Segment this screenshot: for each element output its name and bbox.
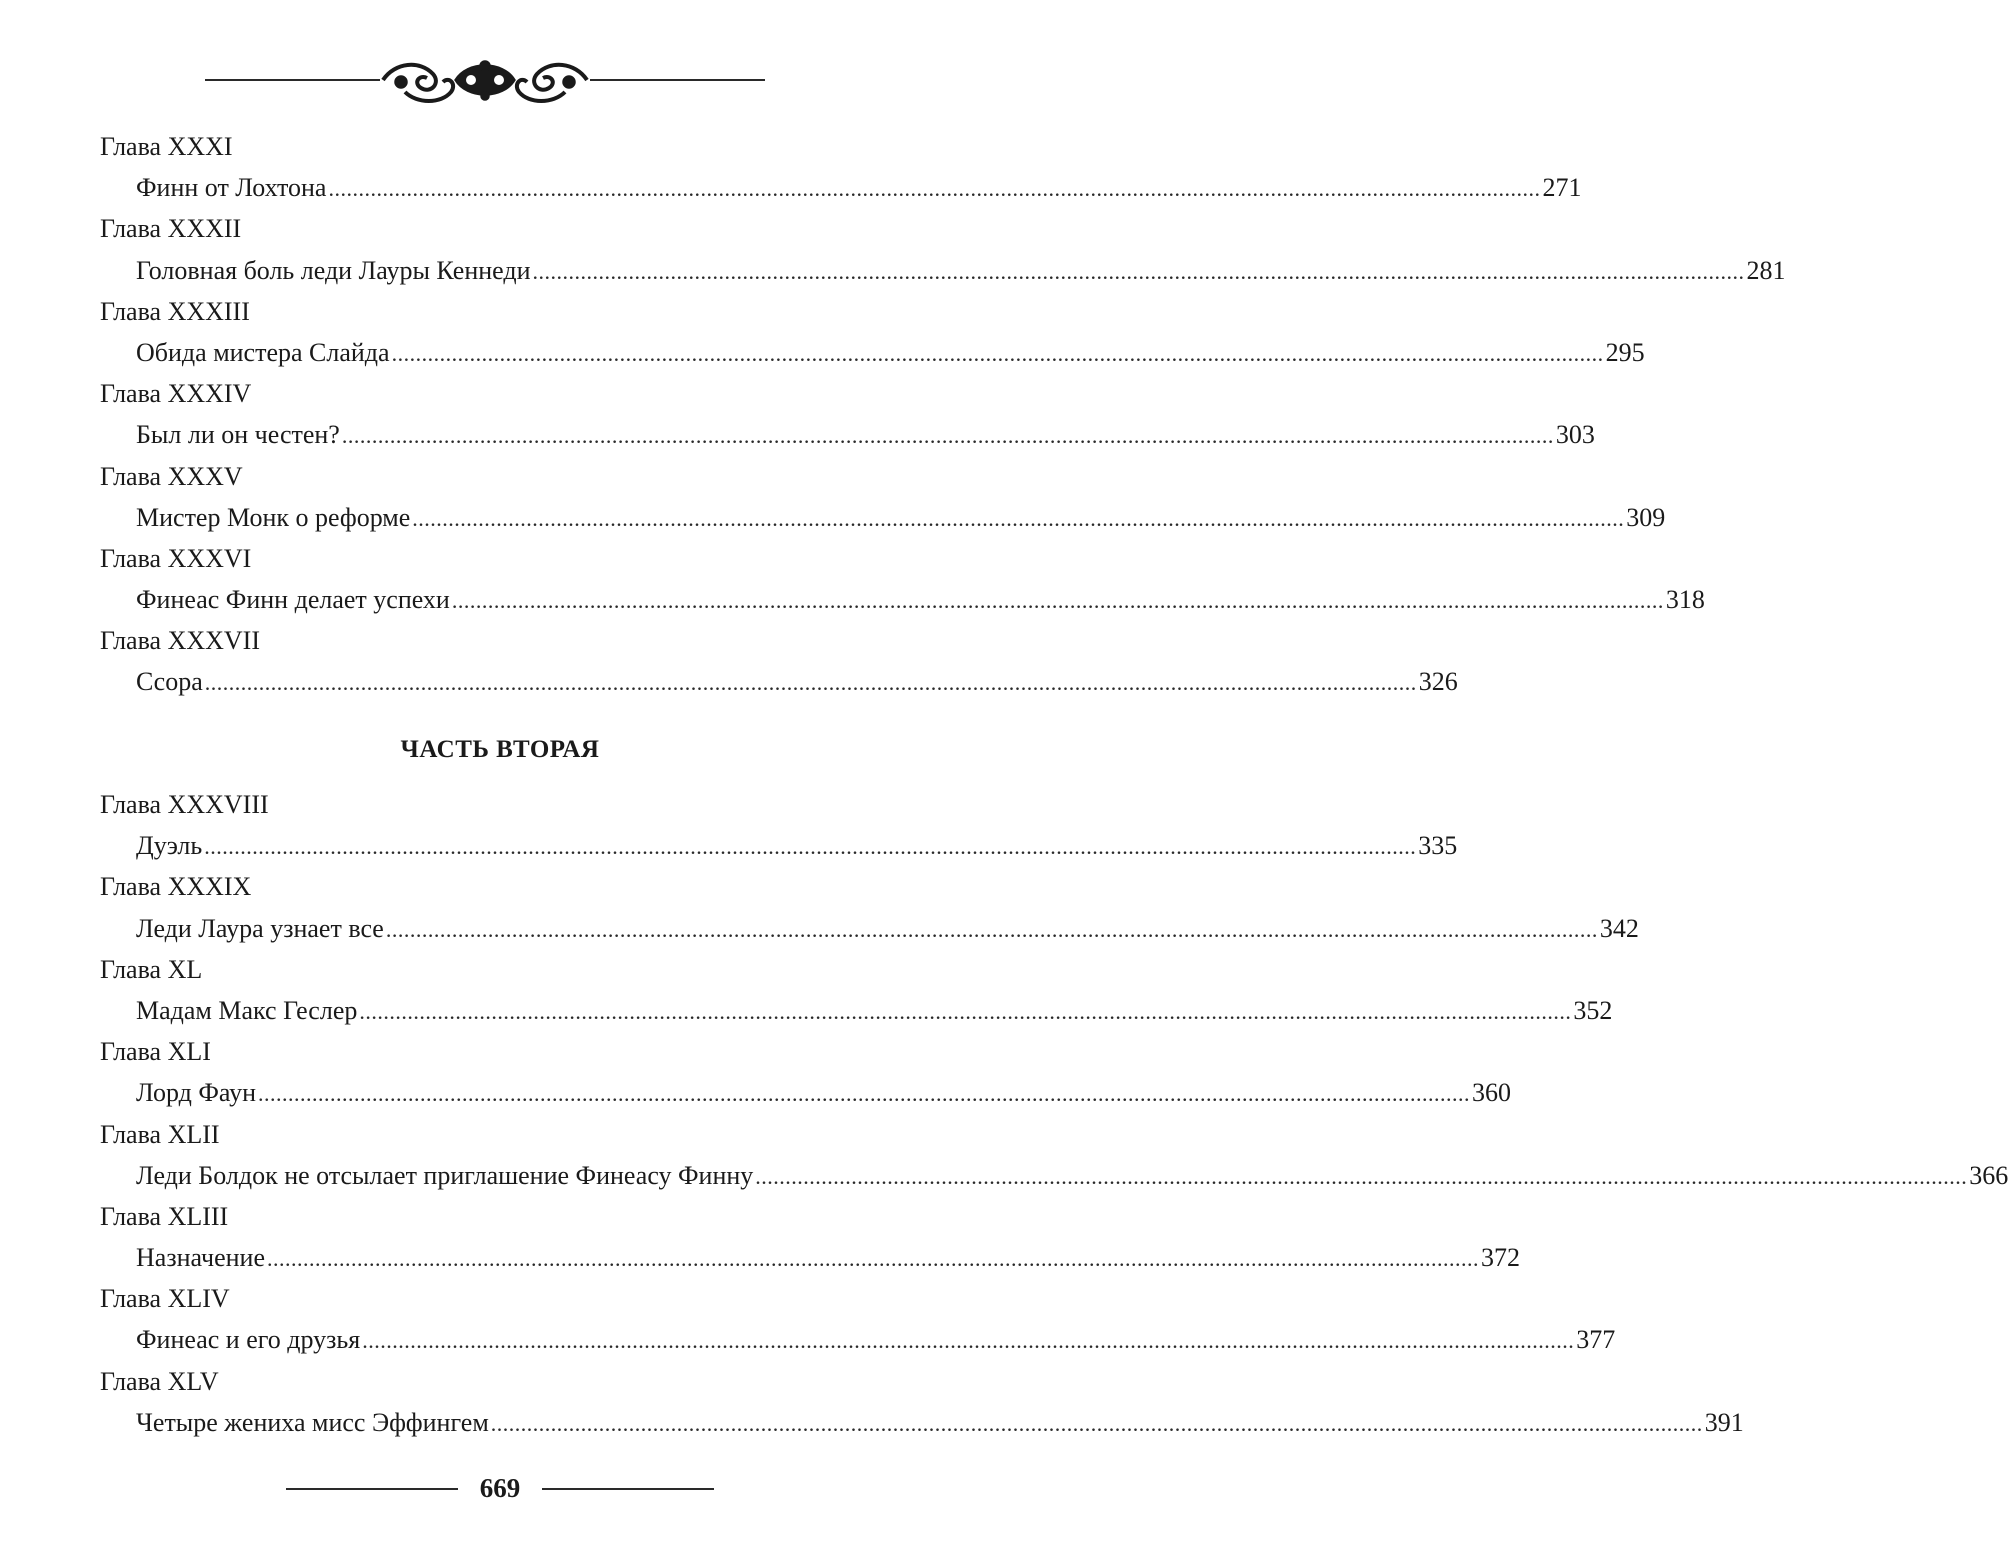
- dot-leader: ..........................................................................................................................................................................................................: [412, 505, 1625, 531]
- chapter-title-row: [100, 250, 1786, 291]
- dot-leader: ..........................................................................................................................................................................................................: [258, 1081, 1471, 1107]
- chapter-title-row: [100, 1155, 2008, 1196]
- chapter-label: Глава XXXVI: [100, 543, 252, 573]
- chapter-title: Финн от Лохтона: [136, 173, 327, 203]
- dot-leader: ..........................................................................................................................................................................................................: [204, 834, 1417, 860]
- toc-entry: [100, 126, 1582, 208]
- toc-entry: [100, 538, 1705, 620]
- dot-leader: ..........................................................................................................................................................................................................: [359, 998, 1572, 1024]
- chapter-title-row: [100, 1072, 1512, 1113]
- chapter-title-row: [100, 579, 1705, 620]
- chapter-title-row: [100, 825, 1458, 866]
- chapter-title-row: [100, 990, 1613, 1031]
- footer-rule-left: [286, 1488, 458, 1490]
- dot-leader: ..........................................................................................................................................................................................................: [341, 423, 1554, 449]
- toc-entry: [100, 1031, 1512, 1113]
- page-number-ref: 352: [1573, 995, 1613, 1025]
- chapter-label: Глава XLV: [100, 1366, 219, 1396]
- toc-entry: [100, 1114, 2008, 1196]
- chapter-title: Четыре жениха мисс Эффингем: [136, 1407, 489, 1437]
- page-number-ref: 366: [1969, 1160, 2008, 1190]
- chapter-label: Глава XXXVIII: [100, 790, 269, 819]
- chapter-label: Глава XXXV: [100, 461, 243, 491]
- page-number: 669: [479, 1473, 521, 1503]
- toc-entry: [100, 291, 1645, 373]
- toc-entry: [100, 208, 1786, 290]
- chapter-title: Обида мистера Слайда: [136, 337, 390, 367]
- dot-leader: ..........................................................................................................................................................................................................: [204, 670, 1417, 696]
- chapter-title: Лорд Фаун: [136, 1078, 257, 1108]
- chapter-title-row: [100, 1402, 1744, 1443]
- page-number-ref: 372: [1480, 1243, 1520, 1273]
- chapter-label: Глава XLI: [100, 1037, 211, 1067]
- chapter-title-row: [100, 332, 1645, 373]
- page-number-ref: 271: [1542, 173, 1582, 203]
- chapter-label: Глава XL: [100, 954, 203, 984]
- page-number-ref: 295: [1605, 337, 1645, 367]
- dot-leader: ..........................................................................................................................................................................................................: [391, 340, 1604, 366]
- chapter-title: Леди Лаура узнает все: [136, 913, 384, 943]
- dot-leader: ..........................................................................................................................................................................................................: [490, 1410, 1703, 1436]
- page-number-ref: 326: [1418, 667, 1458, 697]
- toc-entry: [100, 456, 1666, 538]
- chapter-title-row: [100, 497, 1666, 538]
- dot-leader: ..........................................................................................................................................................................................................: [266, 1246, 1479, 1272]
- chapter-label: Глава XXXIII: [100, 296, 250, 326]
- dot-leader: ..........................................................................................................................................................................................................: [451, 588, 1664, 614]
- chapter-label: Глава XXXIV: [100, 379, 252, 409]
- chapter-title: Финеас Финн делает успехи: [136, 585, 450, 615]
- chapter-title-row: [100, 661, 1458, 702]
- chapter-title-row: [100, 1319, 1616, 1360]
- chapter-title: Назначение: [136, 1243, 265, 1273]
- chapter-label: Глава XLIII: [100, 1201, 229, 1231]
- chapter-title: Ссора: [136, 667, 203, 697]
- toc-entry: [100, 1361, 1744, 1443]
- page-number-ref: 318: [1665, 585, 1705, 615]
- page-number-ref: 309: [1626, 502, 1666, 532]
- page-number-ref: 281: [1746, 255, 1786, 285]
- chapter-title-row: [100, 414, 1595, 455]
- chapter-label: Глава XLIV: [100, 1284, 230, 1314]
- toc-entry: [100, 866, 1639, 948]
- chapter-title: Был ли он честен?: [136, 420, 340, 450]
- toc-entry: [100, 1278, 1616, 1360]
- footer-rule-right: [542, 1488, 714, 1490]
- page-number-ref: 303: [1555, 420, 1595, 450]
- toc-part-one: [100, 126, 1786, 703]
- chapter-title-row: [100, 167, 1582, 208]
- toc-entry: [100, 373, 1595, 455]
- toc-entry: [100, 784, 1458, 866]
- chapter-label: Глава XXXVII: [100, 626, 260, 656]
- dot-leader: ..........................................................................................................................................................................................................: [328, 176, 1541, 202]
- dot-leader: ..........................................................................................................................................................................................................: [385, 916, 1598, 942]
- part-heading: ЧАСТЬ ВТОРАЯ: [400, 736, 600, 763]
- dot-leader: ..........................................................................................................................................................................................................: [532, 258, 1745, 284]
- chapter-label: Глава XLII: [100, 1119, 220, 1149]
- page-number-ref: 335: [1418, 831, 1458, 861]
- toc-part-two: [100, 784, 2008, 1443]
- page-number-ref: 377: [1576, 1325, 1616, 1355]
- dot-leader: ..........................................................................................................................................................................................................: [362, 1328, 1575, 1354]
- chapter-title: Финеас и его друзья: [136, 1325, 361, 1355]
- chapter-title: Леди Болдок не отсылает приглашение Финеасу Финну: [136, 1160, 754, 1190]
- chapter-label: Глава XXXII: [100, 214, 242, 244]
- chapter-title-row: [100, 1237, 1520, 1278]
- chapter-label: Глава XXXI: [100, 132, 233, 161]
- page-number-ref: 391: [1704, 1407, 1744, 1437]
- chapter-title: Дуэль: [136, 831, 203, 861]
- page-number-ref: 360: [1472, 1078, 1512, 1108]
- decorative-scroll-icon: [205, 52, 765, 112]
- dot-leader: ..........................................................................................................................................................................................................: [755, 1163, 1968, 1189]
- chapter-title: Мистер Монк о реформе: [136, 502, 411, 532]
- chapter-title: Мадам Макс Геслер: [136, 995, 358, 1025]
- chapter-title-row: [100, 908, 1639, 949]
- toc-entry: [100, 620, 1458, 702]
- chapter-label: Глава XXXIX: [100, 872, 252, 902]
- page-number-ref: 342: [1599, 913, 1639, 943]
- page-footer: [0, 1466, 1000, 1510]
- toc-entry: [100, 1196, 1520, 1278]
- toc-entry: [100, 949, 1613, 1031]
- chapter-title: Головная боль леди Лауры Кеннеди: [136, 255, 531, 285]
